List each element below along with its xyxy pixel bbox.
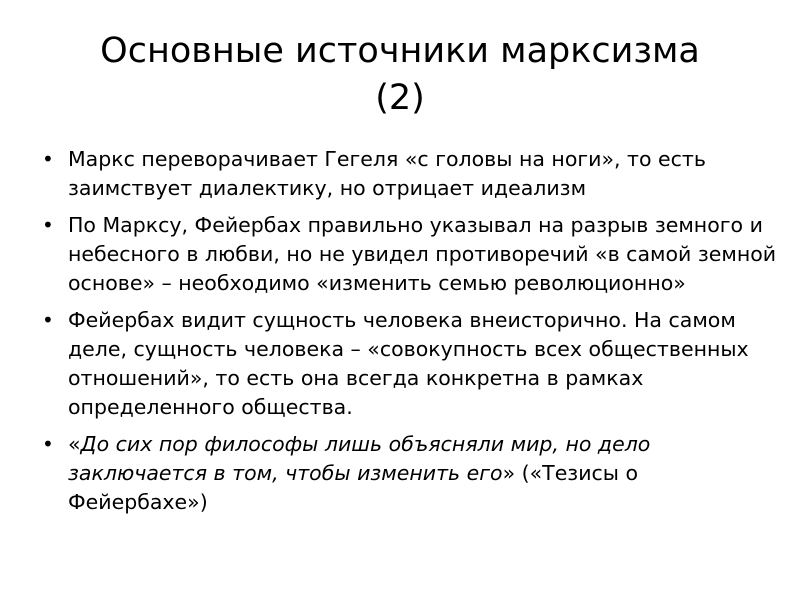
quote-source-text: » («Тезисы о Фейербахе») (68, 461, 639, 514)
slide-title (40, 28, 760, 122)
bullet-text: Фейербах видит сущность человека внеисторично. На самом деле, сущность человека – «совокупность всех общественных отношений», то есть она всегда конкретна в рамках определенного общества. (68, 308, 749, 419)
bullet-item (40, 211, 780, 298)
bullet-dot-icon: • (42, 432, 54, 456)
bullet-item-quote (40, 430, 780, 517)
slide-title-line1: Основные источники марксизма (100, 31, 700, 71)
bullet-text: По Марксу, Фейербах правильно указывал на разрыв земного и небесного в любви, но не увидел противоречий «в самой земной основе» – необходимо «изменить семью революционно» (68, 213, 777, 295)
slide-title-line2: (2) (375, 78, 425, 118)
bullet-item (40, 306, 780, 422)
marx-quote-text: До сих пор философы лишь объясняли мир, но дело заключается в том, чтобы изменить его (68, 432, 651, 485)
bullet-dot-icon: • (42, 147, 54, 171)
bullet-text: Маркс переворачивает Гегеля «с головы на ноги», то есть заимствует диалектику, но отрицает идеализм (68, 147, 706, 200)
bullet-dot-icon: • (42, 308, 54, 332)
quote-open-mark: « (68, 432, 81, 456)
bullet-item (40, 145, 780, 203)
bullet-list (40, 145, 780, 525)
bullet-dot-icon: • (42, 213, 54, 237)
